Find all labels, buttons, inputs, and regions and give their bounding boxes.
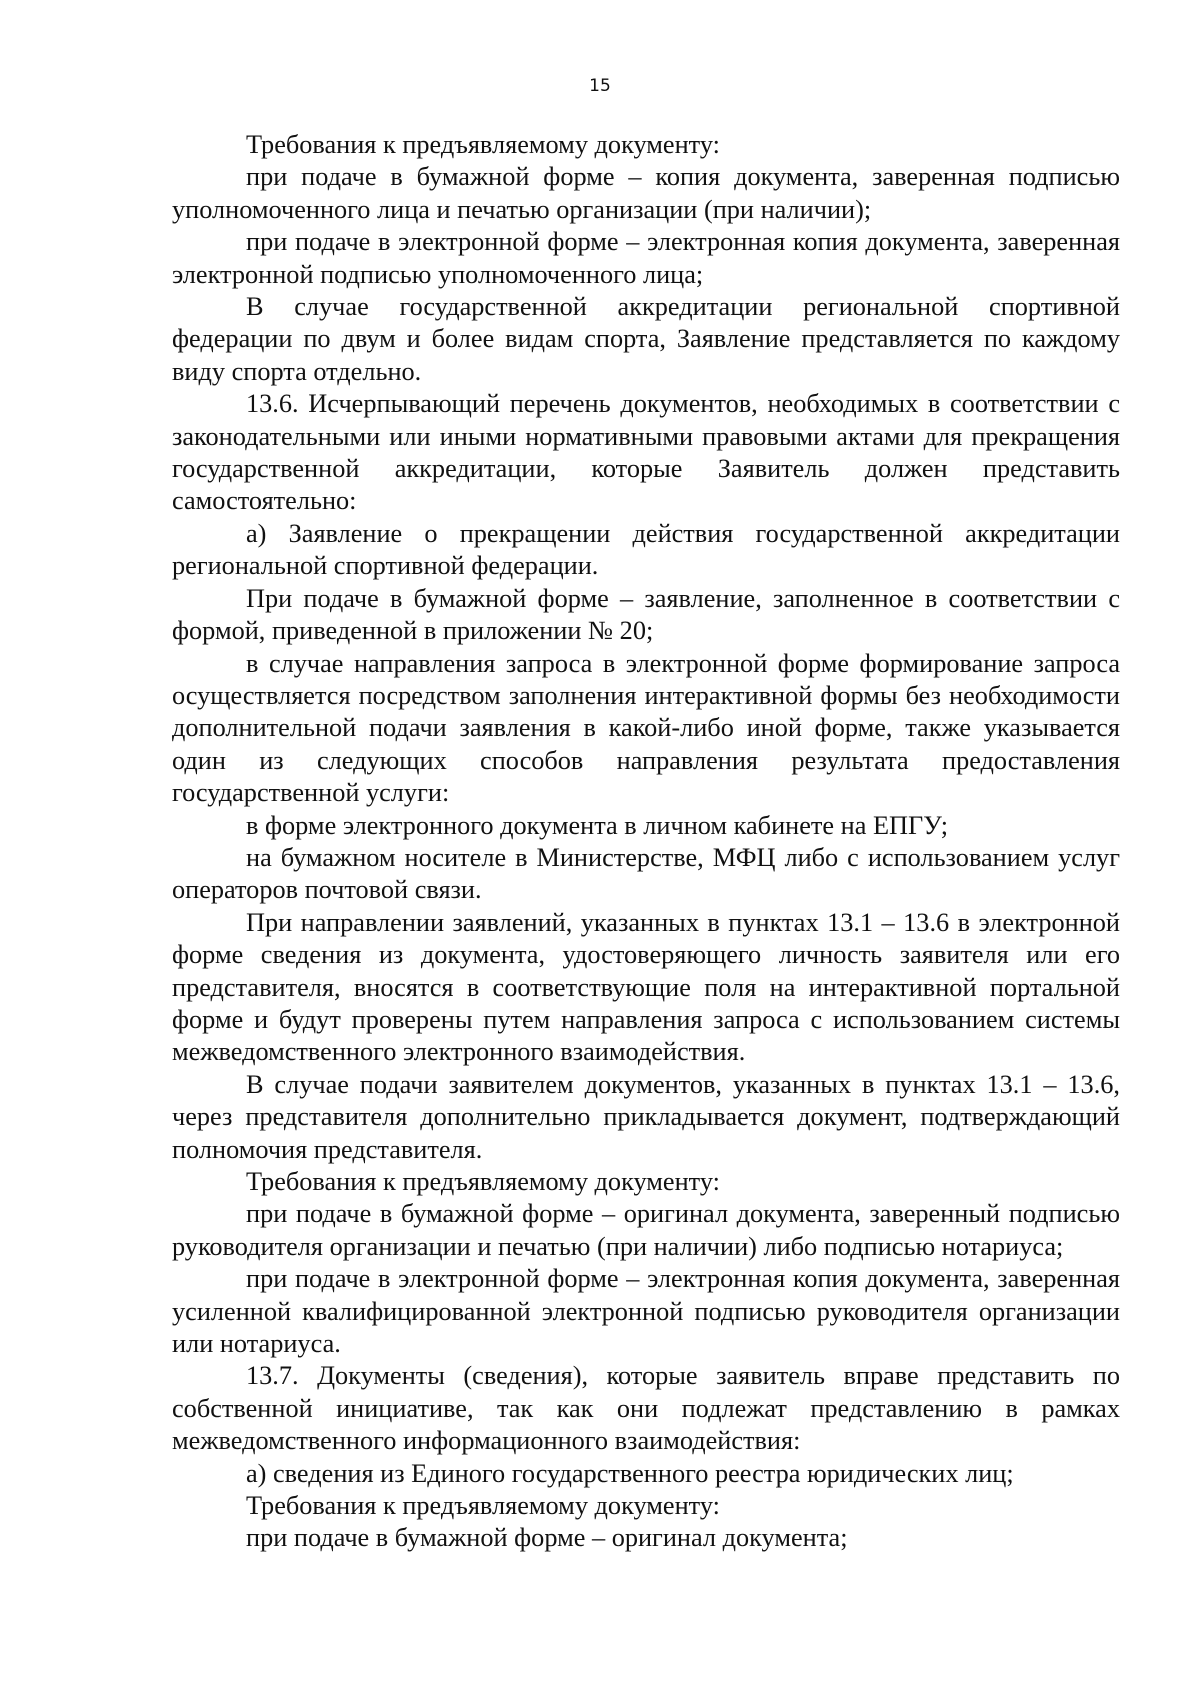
paragraph: В случае подачи заявителем документов, указанных в пунктах 13.1 – 13.6, через представителя дополнительно прикладывается документ, подтверждающий полномочия представителя. (172, 1069, 1120, 1164)
paragraph: При направлении заявлений, указанных в пунктах 13.1 – 13.6 в электронной форме сведения из документа, удостоверяющего личность заявителя или его представителя, вносятся в соответствующие поля на интерактивной портальной форме и будут проверены путем направления запроса с использованием системы межведомственного электронного взаимодействия. (172, 907, 1120, 1067)
paragraph: в случае направления запроса в электронной форме формирование запроса осуществляется посредством заполнения интерактивной формы без необходимости дополнительной подачи заявления в какой-либо иной форме, также указывается один из следующих способов направления результата предоставления государственной услуги: (172, 648, 1120, 808)
paragraph: при подаче в электронной форме – электронная копия документа, заверенная усиленной квалифицированной электронной подписью руководителя организации или нотариуса. (172, 1264, 1120, 1359)
paragraph: В случае государственной аккредитации региональной спортивной федерации по двум и более видам спорта, Заявление представляется по каждому виду спорта отдельно. (172, 292, 1120, 386)
paragraph: а) сведения из Единого государственного реестра юридических лиц; (246, 1458, 1014, 1488)
paragraph: при подаче в бумажной форме – оригинал документа, заверенный подписью руководителя организации и печатью (при наличии) либо подписью нотариуса; (172, 1199, 1120, 1261)
paragraph: При подаче в бумажной форме – заявление, заполненное в соответствии с формой, приведенной в приложении № 20; (172, 583, 1120, 646)
document-body (172, 129, 1120, 1555)
paragraph: на бумажном носителе в Министерстве, МФЦ либо с использованием услуг операторов почтовой связи. (172, 842, 1120, 905)
paragraph: Требования к предъявляемому документу: (246, 130, 720, 159)
page-number: 15 (589, 76, 611, 96)
paragraph: при подаче в бумажной форме – оригинал документа; (246, 1523, 848, 1553)
paragraph: 13.7. Документы (сведения), которые заявитель вправе представить по собственной инициативе, так как они подлежат представлению в рамках межведомственного информационного взаимодействия: (172, 1361, 1120, 1456)
paragraph: Требования к предъявляемому документу: (246, 1167, 720, 1196)
paragraph: а) Заявление о прекращении действия государственной аккредитации региональной спортивной федерации. (172, 518, 1120, 581)
paragraph: в форме электронного документа в личном кабинете на ЕПГУ; (246, 810, 949, 840)
paragraph: при подаче в бумажной форме – копия документа, заверенная подписью уполномоченного лица и печатью организации (при наличии); (172, 162, 1120, 224)
paragraph: Требования к предъявляемому документу: (246, 1491, 720, 1521)
paragraph: 13.6. Исчерпывающий перечень документов, необходимых в соответствии с законодательными или иными нормативными правовыми актами для прекращения государственной аккредитации, которые Заявитель должен представить самостоятельно: (172, 389, 1120, 516)
paragraph: при подаче в электронной форме – электронная копия документа, заверенная электронной подписью уполномоченного лица; (172, 227, 1120, 289)
